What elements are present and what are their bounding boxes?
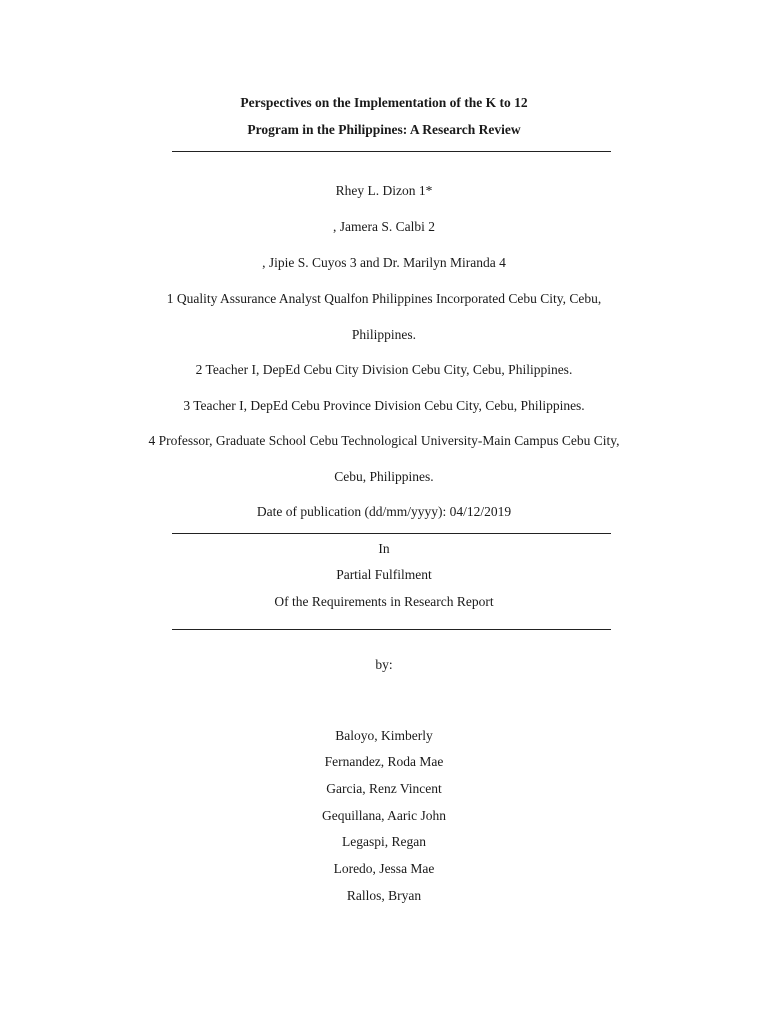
purpose-line-3: Of the Requirements in Research Report [274,594,494,609]
author-line-3: , Jipie S. Cuyos 3 and Dr. Marilyn Miranda 4 [262,255,506,270]
divider-rule-2 [172,533,611,534]
divider-rule-1 [172,151,611,152]
purpose-line-2: Partial Fulfilment [336,567,432,582]
title-line-1: Perspectives on the Implementation of the K to 12 [240,95,528,110]
member-name: Legaspi, Regan [342,834,426,849]
affiliation-3: 3 Teacher I, DepEd Cebu Province Division Cebu City, Cebu, Philippines. [183,398,585,413]
publication-date: Date of publication (dd/mm/yyyy): 04/12/2019 [256,504,512,519]
member-name: Loredo, Jessa Mae [333,861,435,876]
member-name: Garcia, Renz Vincent [326,781,442,796]
affiliation-4-line-1: 4 Professor, Graduate School Cebu Technological University-Main Campus Cebu City, [148,433,620,448]
affiliation-2: 2 Teacher I, DepEd Cebu City Division Cebu City, Cebu, Philippines. [195,362,573,377]
author-line-2: , Jamera S. Calbi 2 [333,219,435,234]
by-label: by: [375,657,393,672]
member-name: Baloyo, Kimberly [335,728,433,743]
purpose-line-1: In [378,541,390,556]
affiliation-1-line-1: 1 Quality Assurance Analyst Qualfon Philippines Incorporated Cebu City, Cebu, [166,291,602,306]
affiliation-1-line-2: Philippines. [351,327,417,342]
member-name: Gequillana, Aaric John [321,808,447,823]
member-name: Fernandez, Roda Mae [324,754,444,769]
divider-rule-3 [172,629,611,630]
member-name: Rallos, Bryan [346,888,422,903]
affiliation-4-line-2: Cebu, Philippines. [334,469,434,484]
author-line-1: Rhey L. Dizon 1* [335,183,433,198]
title-line-2: Program in the Philippines: A Research Review [247,122,521,137]
